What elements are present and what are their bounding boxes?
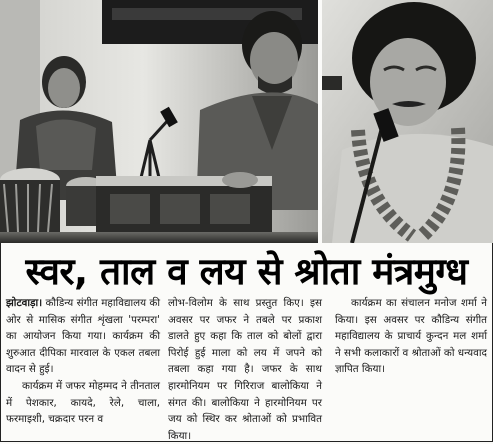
headline: स्वर, ताल व लय से श्रोता मंत्रमुग्ध — [25, 249, 468, 293]
article-column-2 — [168, 295, 322, 444]
article-paragraph — [6, 295, 160, 378]
article-column-1 — [6, 295, 160, 428]
photo-tabla-and-harmonium-performers — [0, 0, 318, 243]
photo-garlanded-musician — [322, 0, 493, 243]
article-column-3 — [335, 295, 487, 378]
article-paragraph — [6, 378, 160, 428]
paragraph-text: कार्यक्रम का संचालन मनोज शर्मा ने किया। इस अवसर पर कौडिन्य संगीत महाविद्यालय के प्राचार्य कुन्दन मल शर्मा ने सभी कलाकारों व श्रोताओं को धन्यवाद ज्ञापित किया। — [335, 297, 487, 376]
paragraph-text: कार्यक्रम में जफर मोहम्मद ने तीनताल में पेशकार, कायदे, रेले, चाला, फरमाइशी, चक्रदार परन व — [6, 379, 160, 426]
photo-left-illustration — [0, 0, 318, 243]
paragraph-text: कौडिन्य संगीत महाविद्यालय की ओर से मासिक संगीत शृंखला 'परम्परा' का आयोजन किया गया। कार्यक्रम की शुरुआत दीपिका मारवाल के एकल तबला वादन से हुई। — [6, 297, 160, 376]
dateline: झोटवाड़ा। — [6, 297, 43, 309]
photo-right-illustration — [322, 0, 493, 243]
paragraph-text: लोभ-विलोम के साथ प्रस्तुत किए। इस अवसर पर जफर ने तबले पर प्रकाश डालते हुए कहा कि ताल को बोलों द्वारा पिरोई हुई माला को लय में जपने को तबला कहा गया है। जफर के साथ हारमोनियम पर गिरिराज बालोकिया ने संगत की। बालोकिया ने हारमोनियम पर जय को स्थिर कर श्रोताओं को प्रभावित किया। — [168, 297, 322, 442]
article-paragraph — [168, 295, 322, 444]
article-paragraph — [335, 295, 487, 378]
